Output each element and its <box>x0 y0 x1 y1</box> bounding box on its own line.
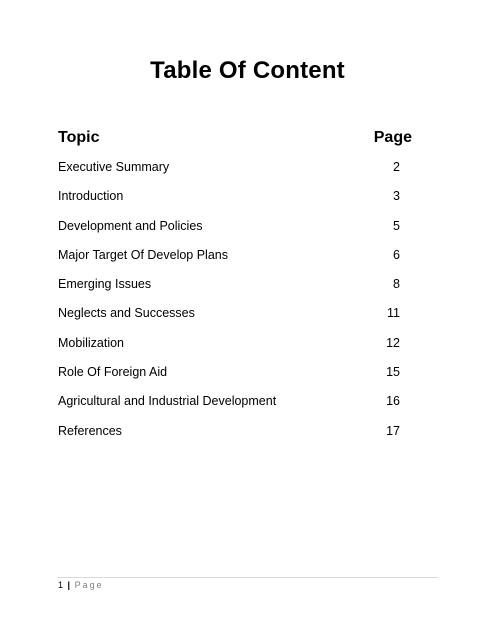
toc-entry-page: 8 <box>393 277 400 292</box>
toc-entry <box>58 365 412 394</box>
toc-entry-topic: Agricultural and Industrial Development <box>58 394 277 409</box>
page-column-header: Page <box>373 129 412 146</box>
toc-entry <box>58 160 412 189</box>
toc-entry-page: 3 <box>393 189 400 204</box>
toc-entry <box>58 189 412 218</box>
toc-entry-topic: Major Target Of Develop Plans <box>58 247 228 262</box>
toc-entry <box>58 248 412 277</box>
toc-entry <box>58 306 412 335</box>
toc-entry <box>58 219 412 248</box>
toc-list <box>58 160 412 453</box>
toc-entry-page: 12 <box>386 335 400 350</box>
page-title: Table Of Content <box>150 57 345 84</box>
toc-entry-page: 11 <box>387 306 400 321</box>
footer-divider <box>58 577 438 578</box>
toc-entry <box>58 277 412 306</box>
toc-entry-topic: Executive Summary <box>58 160 170 174</box>
toc-entry-topic: Role Of Foreign Aid <box>58 365 168 380</box>
toc-entry-page: 17 <box>386 423 400 438</box>
toc-entry-page: 15 <box>386 365 400 380</box>
toc-entry-topic: Emerging Issues <box>58 277 152 292</box>
toc-entry-page: 5 <box>393 218 400 233</box>
toc-entry-topic: References <box>58 423 122 438</box>
toc-entry-page: 2 <box>393 160 400 174</box>
toc-entry <box>58 394 412 423</box>
toc-entry-topic: Introduction <box>58 189 124 204</box>
footer-page-number: 1 <box>58 580 64 590</box>
footer-separator: | <box>67 580 71 590</box>
toc-header <box>58 129 412 151</box>
topic-column-header: Topic <box>58 129 100 146</box>
toc-entry-topic: Neglects and Successes <box>58 306 195 321</box>
toc-entry-topic: Mobilization <box>58 335 125 350</box>
toc-entry-page: 16 <box>386 394 400 409</box>
page-footer <box>58 580 104 590</box>
footer-page-label: Page <box>74 580 104 590</box>
toc-entry <box>58 336 412 365</box>
toc-entry <box>58 424 412 453</box>
toc-entry-page: 6 <box>393 247 400 262</box>
toc-entry-topic: Development and Policies <box>58 218 203 233</box>
